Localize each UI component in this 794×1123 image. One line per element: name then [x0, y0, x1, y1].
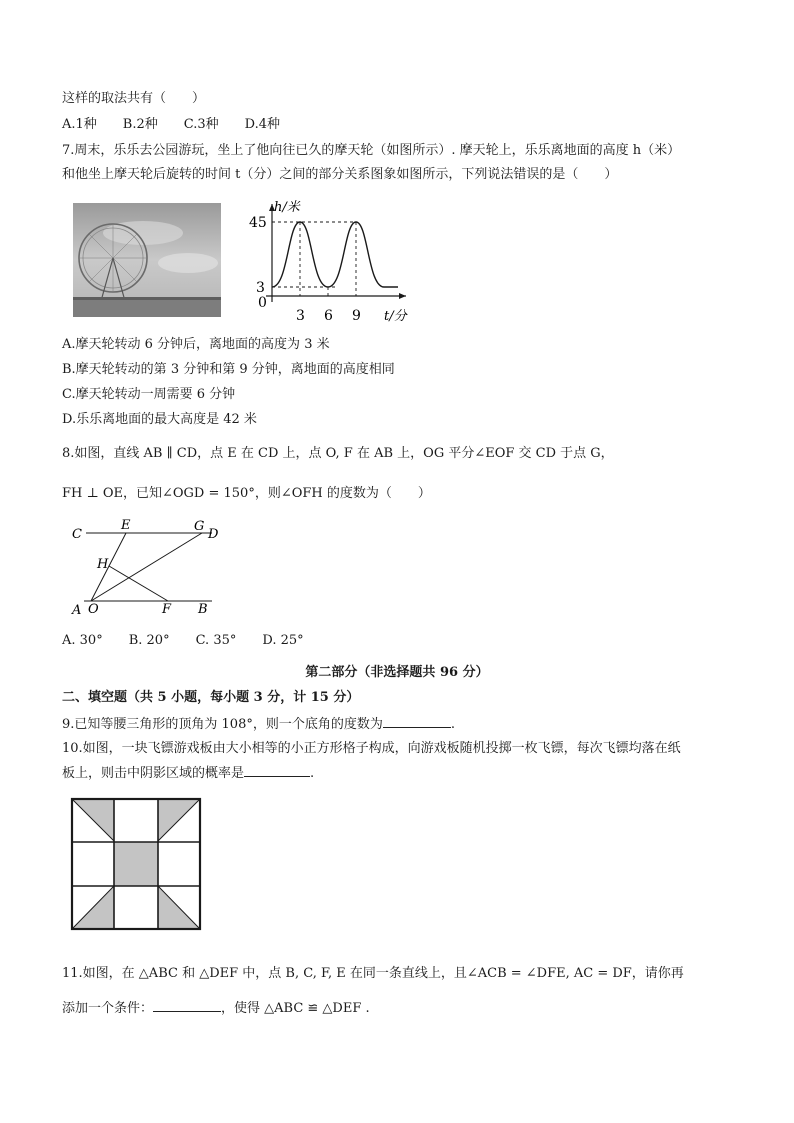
q7-option-a: A.摩天轮转动 6 分钟后，离地面的高度为 3 米 — [62, 337, 330, 352]
fig-label-e: E — [121, 518, 131, 533]
fig-label-g: G — [194, 519, 205, 534]
q8-stem-line2: FH ⊥ OE，已知∠OGD = 150°，则∠OFH 的度数为（ ） — [62, 486, 431, 501]
q8-option-b: B. 20° — [128, 633, 170, 648]
q7-option-b: B.摩天轮转动的第 3 分钟和第 9 分钟，离地面的高度相同 — [62, 362, 395, 377]
q10-line2-text: 板上，则击中阴影区域的概率是 — [62, 766, 245, 781]
q11-line2-end: ，使得 △ABC ≌ △DEF . — [221, 1001, 370, 1016]
q9-answer-blank — [383, 715, 451, 728]
fig-label-o: O — [88, 602, 99, 616]
q7-stem-line2: 和他坐上摩天轮后旋转的时间 t（分）之间的部分关系图象如图所示，下列说法错误的是（ ） — [62, 167, 618, 182]
q11-stem-line2 — [62, 999, 370, 1018]
fig-label-f: F — [162, 602, 172, 616]
graph-x-tick-9: 9 — [352, 308, 361, 324]
fig-label-d: D — [208, 527, 219, 542]
ferris-wheel-photo — [73, 203, 221, 317]
parallel-lines-figure — [66, 516, 226, 616]
q10-end: . — [310, 766, 315, 781]
q10-stem-line2 — [62, 764, 314, 783]
q6-options — [62, 116, 306, 134]
q6-option-b: B.2种 — [122, 117, 158, 132]
q8-stem-line1: 8.如图，直线 AB ∥ CD，点 E 在 CD 上，点 O, F 在 AB 上，OG 平分∠EOF 交 CD 于点 G， — [62, 446, 614, 461]
dartboard-grid — [70, 797, 202, 931]
part2-title: 第二部分（非选择题共 96 分） — [305, 665, 489, 680]
q7-stem-line1: 7.周末，乐乐去公园游玩，坐上了他向往已久的摩天轮（如图所示）. 摩天轮上，乐乐离地面的高度 h（米） — [62, 143, 681, 158]
q9-end: . — [450, 717, 455, 732]
q9-text: 9.已知等腰三角形的顶角为 108°，则一个底角的度数为 — [62, 717, 383, 732]
q8-option-d: D. 25° — [262, 633, 304, 648]
height-curve — [272, 222, 398, 287]
fig-label-c: C — [72, 527, 82, 542]
fig-label-h: H — [97, 557, 109, 572]
height-time-graph — [248, 198, 418, 326]
q6-option-a: A.1种 — [62, 117, 97, 132]
fig-label-b: B — [198, 602, 208, 616]
q8-option-a: A. 30° — [62, 633, 103, 648]
q9-stem — [62, 715, 455, 734]
q8-options — [62, 632, 330, 650]
graph-y-axis-label: h/米 — [274, 200, 300, 215]
graph-y-tick-45: 45 — [249, 215, 267, 231]
graph-x-tick-6: 6 — [324, 308, 333, 324]
q11-answer-blank — [153, 999, 221, 1012]
q6-stem-end: 这样的取法共有（ ） — [62, 91, 206, 106]
q10-answer-blank — [244, 764, 310, 777]
q11-line2-text: 添加一个条件： — [62, 1001, 154, 1016]
fig-label-a: A — [72, 603, 82, 616]
graph-origin-label: 0 — [258, 295, 267, 311]
q7-option-c: C.摩天轮转动一周需要 6 分钟 — [62, 387, 236, 402]
q8-option-c: C. 35° — [195, 633, 237, 648]
q6-option-d: D.4种 — [244, 117, 281, 132]
graph-x-axis-label: t/分 — [384, 309, 407, 324]
q7-option-d: D.乐乐离地面的最大高度是 42 米 — [62, 412, 257, 427]
fill-in-section-heading: 二、填空题（共 5 小题，每小题 3 分，计 15 分） — [62, 690, 360, 705]
graph-x-tick-3: 3 — [296, 308, 305, 324]
q6-option-c: C.3种 — [183, 117, 219, 132]
graph-y-tick-3: 3 — [256, 280, 265, 296]
q10-stem-line1: 10.如图，一块飞镖游戏板由大小相等的小正方形格子构成，向游戏板随机投掷一枚飞镖，每次飞镖均落在纸 — [62, 741, 681, 756]
q11-stem-line1: 11.如图，在 △ABC 和 △DEF 中，点 B, C, F, E 在同一条直线上，且∠ACB = ∠DFE, AC = DF，请你再 — [62, 966, 684, 981]
